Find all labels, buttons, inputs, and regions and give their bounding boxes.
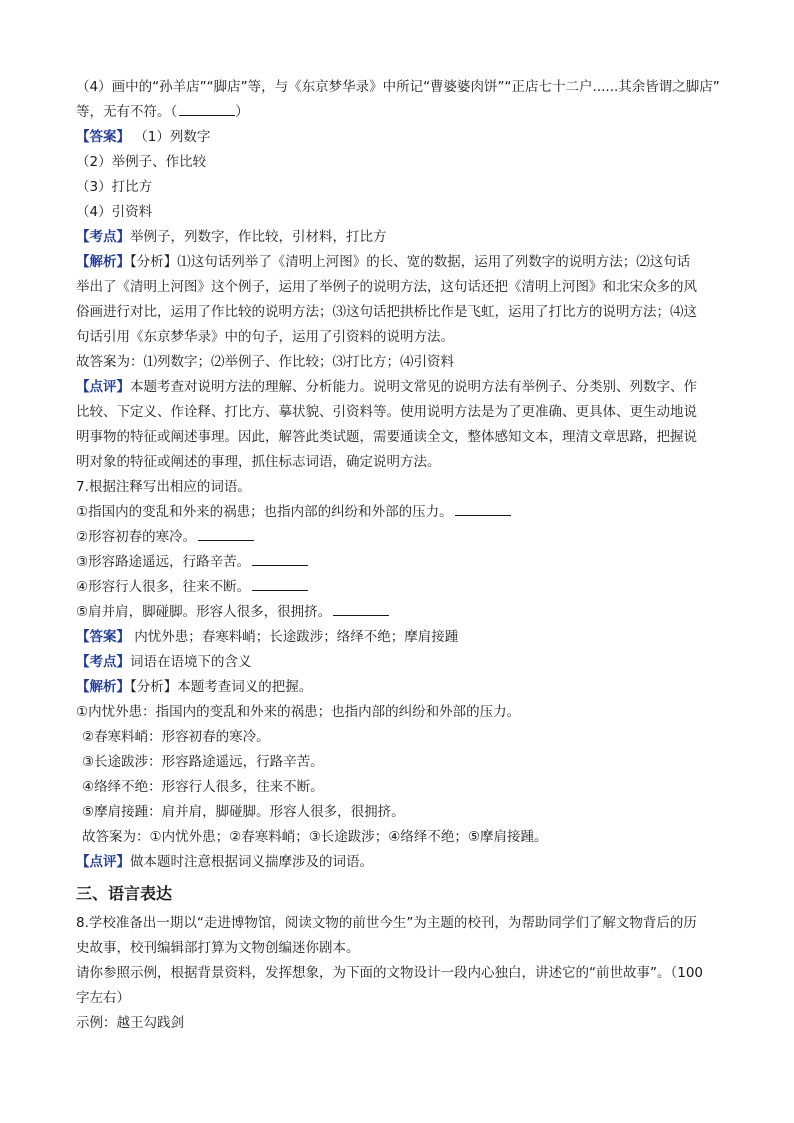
q7-item-1-text: ①指国内的变乱和外来的祸患；也指内部的纠纷和外部的压力。: [76, 504, 453, 520]
q7-item-5-blank[interactable]: [333, 603, 389, 616]
q6-dianping-1: [76, 375, 726, 400]
q6-kaodian: [76, 225, 726, 250]
q6-jiexi-2: 举出了《清明上河图》这个例子，运用了举例子的说明方法，这句话还把《清明上河图》和北宋众多的风: [76, 279, 697, 295]
q6-part4-line1: （4）画中的“孙羊店”“脚店”等，与《东京梦华录》中所记“曹婆婆肉饼”“正店七十二户......其余皆谓之脚店”: [76, 79, 720, 95]
q7-item-5-text: ⑤肩并肩，脚碰脚。形容人很多，很拥挤。: [76, 604, 332, 620]
q7-item-3: [76, 550, 726, 575]
q7-item-2: [76, 525, 726, 550]
q6-part4-text: 等，无有不符。（: [76, 104, 178, 120]
q6-part4-close: ）: [235, 104, 249, 120]
q6-jiexi-text-1: 【分析】⑴这句话列举了《清明上河图》的长、宽的数据，运用了列数字的说明方法；⑵这句话: [130, 254, 691, 270]
q7-dianping: [76, 850, 726, 875]
q7-jiexi-text-0: 【分析】本题考查词义的把握。: [130, 679, 313, 695]
q7-jiexi-3: ③长途跋涉：形容路途遥远，行路辛苦。: [82, 754, 324, 770]
q7-item-1-blank[interactable]: [455, 503, 511, 516]
q7-jiexi-5: ⑤摩肩接踵：肩并肩，脚碰脚。形容人很多，很拥挤。: [82, 804, 405, 820]
q6-kaodian-text: 举例子，列数字，作比较，引材料，打比方: [130, 229, 387, 245]
q7-item-4: [76, 575, 726, 600]
dianping-tag: 【点评】: [76, 379, 130, 395]
q6-jiexi-1: [76, 250, 726, 275]
q7-answer-text: 内忧外患；春寒料峭；长途跋涉；络绎不绝；摩肩接踵: [130, 629, 459, 645]
q6-answer-1: （1）列数字: [134, 129, 211, 145]
q6-dianping-4: 明对象的特征或阐述的事理，抓住标志词语，确定说明方法。: [76, 454, 441, 470]
q7-jiexi-4: ④络绎不绝：形容行人很多，往来不断。: [82, 779, 324, 795]
q6-jiexi-3: 俗画进行对比，运用了作比较的说明方法；⑶这句话把拱桥比作是飞虹，运用了打比方的说明方法；⑷这: [76, 304, 697, 320]
q6-part4-blank[interactable]: [179, 103, 235, 116]
q7-jiexi-2: ②春寒料峭：形容初春的寒冷。: [82, 729, 270, 745]
q7-jiexi-1: ①内忧外患：指国内的变乱和外来的祸患；也指内部的纠纷和外部的压力。: [76, 704, 521, 720]
kaodian-tag: 【考点】: [76, 654, 130, 670]
q7-item-2-text: ②形容初春的寒冷。: [76, 529, 197, 545]
kaodian-tag: 【考点】: [76, 229, 130, 245]
q7-item-5: [76, 600, 726, 625]
q7-title: 7.根据注释写出相应的词语。: [76, 479, 251, 495]
q6-part4-line2: [76, 100, 726, 125]
q8-line-1: 8.学校准备出一期以“走进博物馆，阅读文物的前世今生”为主题的校刊，为帮助同学们了解文物背后的历: [76, 915, 697, 931]
section-heading: 三、语言表达: [76, 884, 173, 903]
q6-answer-4: （4）引资料: [76, 204, 153, 220]
q7-item-4-text: ④形容行人很多，往来不断。: [76, 579, 251, 595]
q6-answer-3: （3）打比方: [76, 179, 153, 195]
jiexi-tag: 【解析】: [76, 254, 130, 270]
q7-kaodian-text: 词语在语境下的含义: [130, 654, 252, 670]
q7-dianping-text: 做本题时注意根据词义揣摩涉及的词语。: [130, 854, 373, 870]
q8-line-4: 字左右）: [76, 990, 130, 1006]
q6-jiexi-4: 句话引用《东京梦华录》中的句子，运用了引资料的说明方法。: [76, 329, 454, 345]
q8-line-5: 示例：越王勾践剑: [76, 1015, 184, 1031]
q6-jiexi-5: 故答案为：⑴列数字；⑵举例子、作比较；⑶打比方；⑷引资料: [76, 354, 454, 370]
answer-tag: 【答案】: [76, 629, 130, 645]
q6-dianping-text-1: 本题考查对说明方法的理解、分析能力。说明文常见的说明方法有举例子、分类别、列数字、作: [130, 379, 697, 395]
q7-item-4-blank[interactable]: [252, 578, 308, 591]
q7-item-3-text: ③形容路途遥远，行路辛苦。: [76, 554, 251, 570]
q7-kaodian: [76, 650, 726, 675]
q8-line-2: 史故事，校刊编辑部打算为文物创编迷你剧本。: [76, 940, 360, 956]
q7-jiexi-0: [76, 675, 726, 700]
q7-item-3-blank[interactable]: [252, 553, 308, 566]
q8-line-3: 请你参照示例，根据背景资料，发挥想象，为下面的文物设计一段内心独白，讲述它的“前世故事”。（100: [76, 965, 704, 981]
q6-dianping-3: 明事物的特征或阐述事理。因此，解答此类试题，需要通读全文，整体感知文本，理清文章思路，把握说: [76, 429, 697, 445]
dianping-tag: 【点评】: [76, 854, 130, 870]
q6-answer: [76, 125, 726, 150]
q6-dianping-2: 比较、下定义、作诠释、打比方、摹状貌、引资料等。使用说明方法是为了更准确、更具体、更生动地说: [76, 404, 697, 420]
q7-answer: [76, 625, 726, 650]
q7-item-1: [76, 500, 726, 525]
q7-jiexi-6: 故答案为：①内忧外患；②春寒料峭；③长途跋涉；④络绎不绝；⑤摩肩接踵。: [82, 829, 548, 845]
q7-item-2-blank[interactable]: [198, 528, 254, 541]
answer-tag: 【答案】: [76, 129, 130, 145]
jiexi-tag: 【解析】: [76, 679, 130, 695]
document-content: [76, 75, 726, 1036]
q6-answer-2: （2）举例子、作比较: [76, 154, 207, 170]
